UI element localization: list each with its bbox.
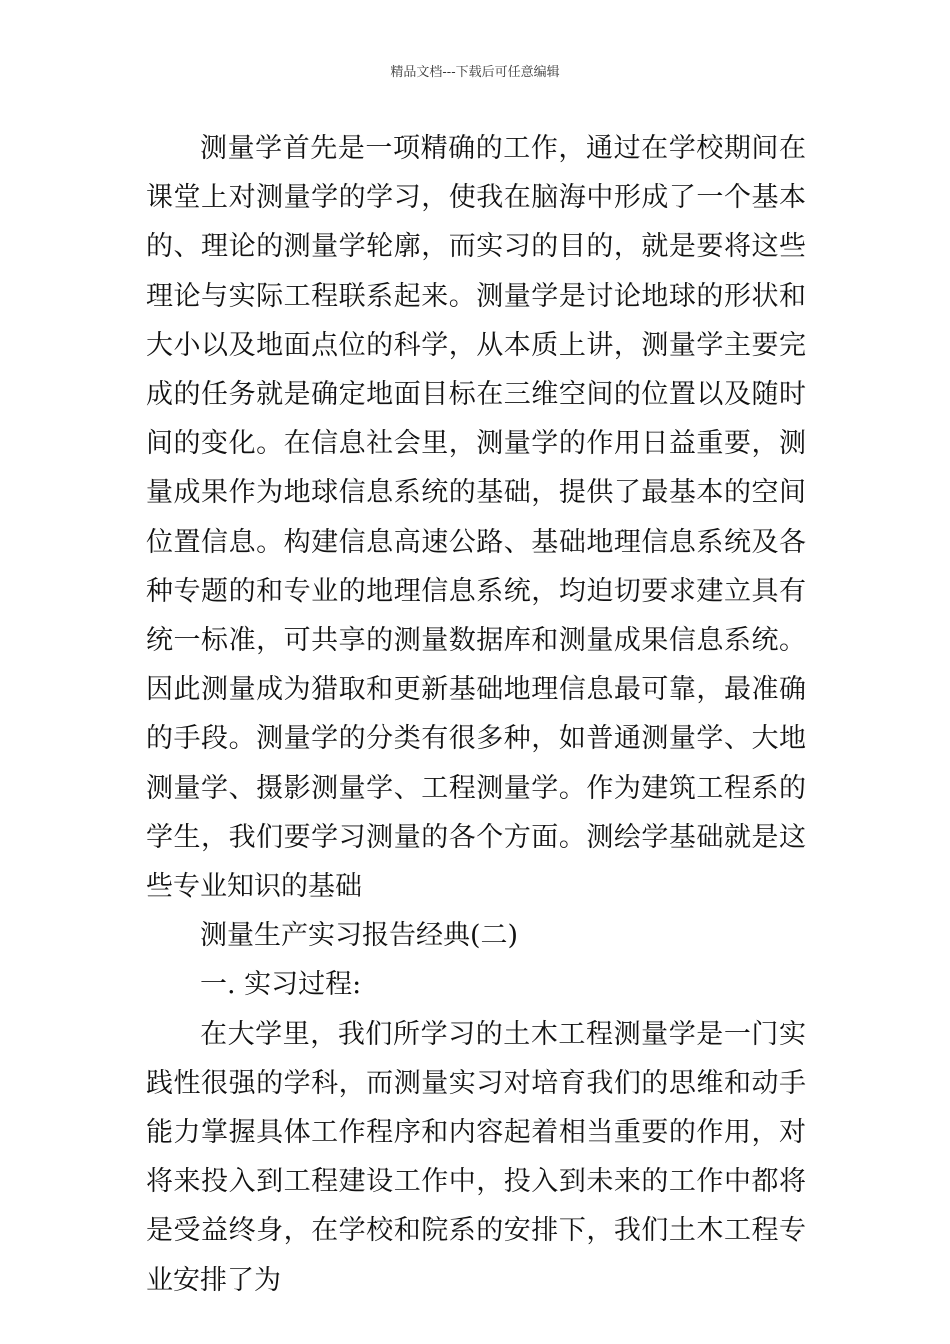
document-body [146,124,806,1305]
paragraph-internship-process: 在大学里，我们所学习的土木工程测量学是一门实践性很强的学科，而测量实习对培育我们的思维和动手能力掌握具体工作程序和内容起着相当重要的作用，对将来投入到工程建设工作中，投入到未来的工作中都将是受益终身，在学校和院系的安排下，我们土木工程专业安排了为 [146,1018,806,1296]
section-heading-process: 一. 实习过程: [200,969,362,1001]
report-title: 测量生产实习报告经典(二) [200,920,519,952]
page-header: 精品文档---下载后可任意编辑 [390,65,560,80]
paragraph-surveying-intro: 测量学首先是一项精确的工作，通过在学校期间在课堂上对测量学的学习，使我在脑海中形成了一个基本的、理论的测量学轮廓，而实习的目的，就是要将这些理论与实际工程联系起来。测量学是讨论地球的形状和大小以及地面点位的科学，从本质上讲，测量学主要完成的任务就是确定地面目标在三维空间的位置以及随时间的变化。在信息社会里，测量学的作用日益重要，测量成果作为地球信息系统的基础，提供了最基本的空间位置信息。构建信息高速公路、基础地理信息系统及各种专题的和专业的地理信息系统，均迫切要求建立具有统一标准，可共享的测量数据库和测量成果信息系统。因此测量成为猎取和更新基础地理信息最可靠，最准确的手段。测量学的分类有很多种，如普通测量学、大地测量学、摄影测量学、工程测量学。作为建筑工程系的学生，我们要学习测量的各个方面。测绘学基础就是这些专业知识的基础 [146,133,806,903]
